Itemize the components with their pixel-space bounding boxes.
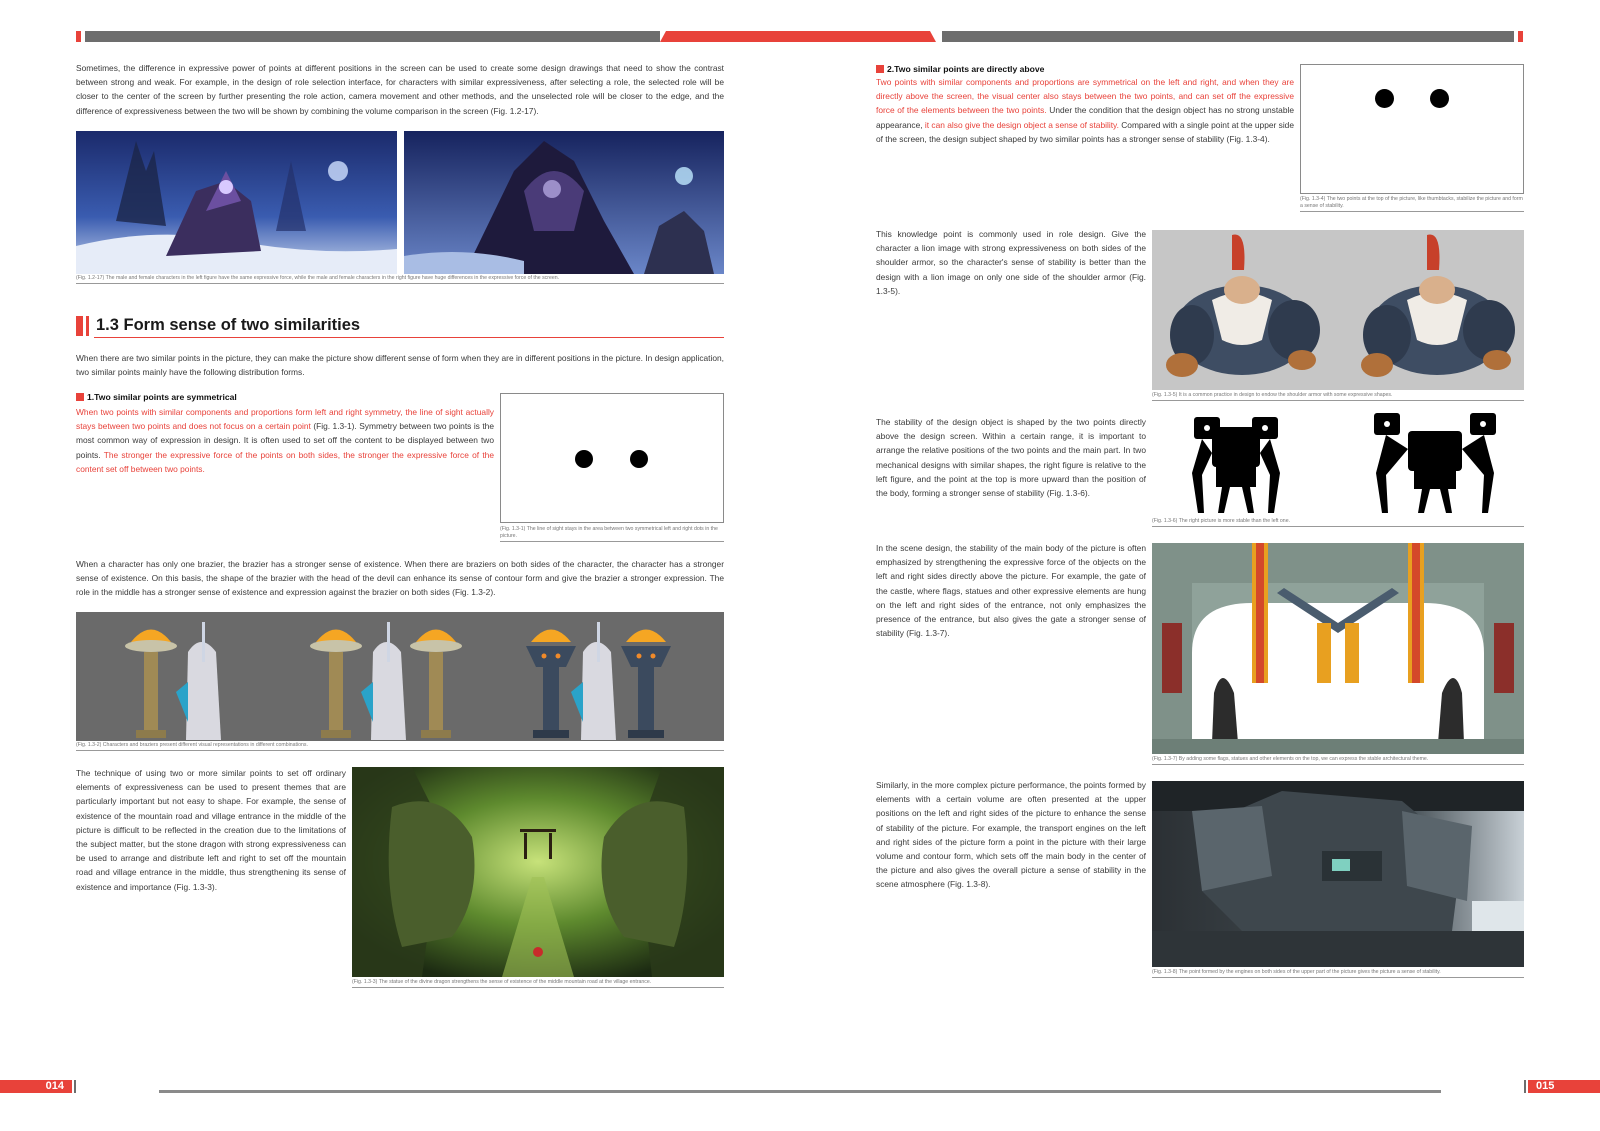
- mech-paragraph: The stability of the design object is shaped by the two points directly above the design screen. Within a certain range, it is important to arrange the relative positions of the two points and the main part. In two mechanical designs with similar shapes, the right figure is relative to the left figure, and the point at the top is more upward than the position of the body, forming a stronger sense of stability (Fig. 1.3-6).: [876, 417, 1146, 499]
- section-heading-marker: [76, 316, 83, 336]
- subsection-1-paragraph: [76, 405, 494, 476]
- sub2-red-text-2: it can also give the design object a sense of stability.: [924, 119, 1119, 130]
- section-heading-marker-thin: [86, 316, 89, 336]
- fig-1-3-4-dot-left: [1375, 89, 1394, 108]
- footer-tick-left: [74, 1080, 76, 1093]
- fig-1-3-5-caption: (Fig. 1.3-5) It is a common practice in design to endow the shoulder armor with some expressive shapes.: [1152, 392, 1524, 401]
- fig-1-2-17-caption: (Fig. 1.2-17) The male and female characters in the left figure have the same expressive force, while the male and female characters in the right figure have huge differences in the expressive force of the screen.: [76, 275, 724, 284]
- header-bar-left: [85, 31, 660, 42]
- fig-1-3-1-dot-left: [575, 450, 593, 468]
- subsection-2-title: [876, 64, 1044, 74]
- complex-paragraph: Similarly, in the more complex picture performance, the points formed by elements with a certain volume are often presented at the upper positions on the left and right sides of the picture to enhance the sense of stability of the picture. For example, the transport engines on the left and right sides of the picture form a point in the picture with their large volume and contour form, which sets off the main body in the center of the picture and also gives the overall picture a sense of stability in the scene atmosphere (Fig. 1.3-8).: [876, 780, 1146, 890]
- subsection-2-title-text: 2.Two similar points are directly above: [887, 64, 1045, 74]
- subsection-1-title-text: 1.Two similar points are symmetrical: [87, 392, 237, 402]
- page-number-right: 015: [1528, 1080, 1600, 1093]
- sub2-red-text-1: Two points with similar components and proportions are symmetrical on the left and right, and when they are directly above the screen, the visual center also stays between the two points, and can set off the expressive force of the elements between the two points.: [876, 77, 1294, 116]
- fig-1-3-5-image: [1152, 230, 1524, 390]
- fig-1-3-2-caption: (Fig. 1.3-2) Characters and braziers present different visual representations in different combinations.: [76, 742, 724, 751]
- fig-1-3-3-image: [352, 767, 724, 977]
- sub1-red-text-1: When two points with similar components and proportions form left and right symmetry, the line of sight actually stays between two points and does not focus on a certain point: [76, 407, 494, 432]
- fig-1-3-8-caption: (Fig. 1.3-8) The point formed by the engines on both sides of the upper part of the picture gives the picture a sense of stability.: [1152, 969, 1524, 978]
- fig-1-3-7-image: [1152, 543, 1524, 754]
- fig-1-3-4-caption: (Fig. 1.3-4) The two points at the top of the picture, like thumbtacks, stabilize the picture and form a sense of stability.: [1300, 196, 1524, 212]
- fig-1-2-17-right-image: [404, 131, 724, 274]
- header-bar-center-red: [660, 31, 936, 42]
- fig-1-3-4-frame: [1300, 64, 1524, 194]
- sub1-black-text-1: (Fig. 1.3-1). Symmetry between two points is the most common way of expression in design. It is often used to set off the content to be displayed between two points.: [76, 421, 494, 460]
- sub2-black-text-1: Under the condition that the design object has no strong unstable appearance,: [876, 105, 1294, 130]
- scene-paragraph: In the scene design, the stability of the main body of the picture is often emphasized by strengthening the expressive force of the objects on the left and right sides directly above the picture. For example, the gate of the castle, where flags, statues and other expressive elements are hung on the left and right sides of the entrance, not only emphasizes the presence of the entrance, but also gives the gate a stronger sense of stability (Fig. 1.3-7).: [876, 543, 1146, 639]
- sub2-black-text-2: Compared with a single point at the upper side of the screen, the design subject shaped by two similar points has a stronger sense of stability (Fig. 1.3-4).: [876, 119, 1294, 144]
- intro-paragraph: Sometimes, the difference in expressive power of points at different positions in the screen can be used to create some design drawings that need to show the contrast between strong and weak. For example, in the design of role selection interface, for characters with similar expressiveness, after selecting a role, the selected role will be closer to the center of the screen by further presenting the role action, camera movement and other methods, and the unselected role will be closer to the edge, and the difference of expressiveness between the two will be shown by combining the volume comparison in the screen (Fig. 1.2-17).: [76, 63, 724, 116]
- fig-1-3-7-caption: (Fig. 1.3-7) By adding some flags, statues and other elements on the top, we can express the stable architectural theme.: [1152, 756, 1524, 765]
- fig-1-3-4-dot-right: [1430, 89, 1449, 108]
- section-title: 1.3 Form sense of two similarities: [96, 316, 361, 334]
- fig-1-3-1-dot-right: [630, 450, 648, 468]
- lion-paragraph: This knowledge point is commonly used in role design. Give the character a lion image with strong expressiveness on both sides of the shoulder armor, so the character's sense of stability is better than the design with a lion image on only one side of the shoulder armor (Fig. 1.3-5).: [876, 229, 1146, 296]
- brazier-paragraph: When a character has only one brazier, the brazier has a stronger sense of existence. When there are braziers on both sides of the character, the character has a stronger sense of existence. On this basis, the shape of the brazier with the head of the devil can enhance its sense of contour form and give the brazier a stronger expression. The role in the middle has a stronger sense of existence and expression against the brazier on both sides (Fig. 1.3-2).: [76, 559, 724, 598]
- fig-1-3-6-image: [1152, 413, 1524, 517]
- fig-1-3-1-caption: (Fig. 1.3-1) The line of sight stays in the area between two symmetrical left and right dots in the picture.: [500, 526, 724, 542]
- footer-tick-right: [1524, 1080, 1526, 1093]
- section-heading-underline: [94, 337, 724, 338]
- subsection-1-title: [76, 392, 237, 402]
- subsection-1-marker: [76, 393, 84, 401]
- header-bar-right: [942, 31, 1514, 42]
- fig-1-3-6-caption: (Fig. 1.3-6) The right picture is more stable than the left one.: [1152, 518, 1524, 527]
- subsection-2-paragraph: [876, 75, 1294, 146]
- fig-1-3-3-caption: (Fig. 1.3-3) The statue of the divine dragon strengthens the sense of existence of the middle mountain road at the village entrance.: [352, 979, 724, 988]
- subsection-2-marker: [876, 65, 884, 73]
- header-accent-left: [76, 31, 81, 42]
- fig-1-3-2-image: [76, 612, 724, 741]
- sub1-red-text-2: The stronger the expressive force of the points on both sides, the stronger the expressive force of the content set off between two points.: [76, 449, 494, 474]
- technique-paragraph: The technique of using two or more similar points to set off ordinary elements of expressiveness can be used to present themes that are particularly important but not easy to shape. For example, the sense of existence of the mountain road and village entrance in the middle of the picture is difficult to be reflected in the creation due to the limitations of the subject matter, but the stone dragon with strong expressiveness can be used to arrange and distribute left and right to set off the mountain road and village entrance in the middle, thus strengthening its sense of existence and importance (Fig. 1.3-3).: [76, 768, 346, 892]
- fig-1-2-17-left-image: [76, 131, 397, 274]
- footer-rule: [159, 1090, 1441, 1093]
- fig-1-3-1-frame: [500, 393, 724, 523]
- section-intro: When there are two similar points in the picture, they can make the picture show different sense of form when they are in different positions in the picture. In design application, two similar points mainly have the following distribution forms.: [76, 353, 724, 378]
- fig-1-3-8-image: [1152, 781, 1524, 967]
- header-accent-right: [1518, 31, 1523, 42]
- page-number-left: 014: [0, 1080, 72, 1093]
